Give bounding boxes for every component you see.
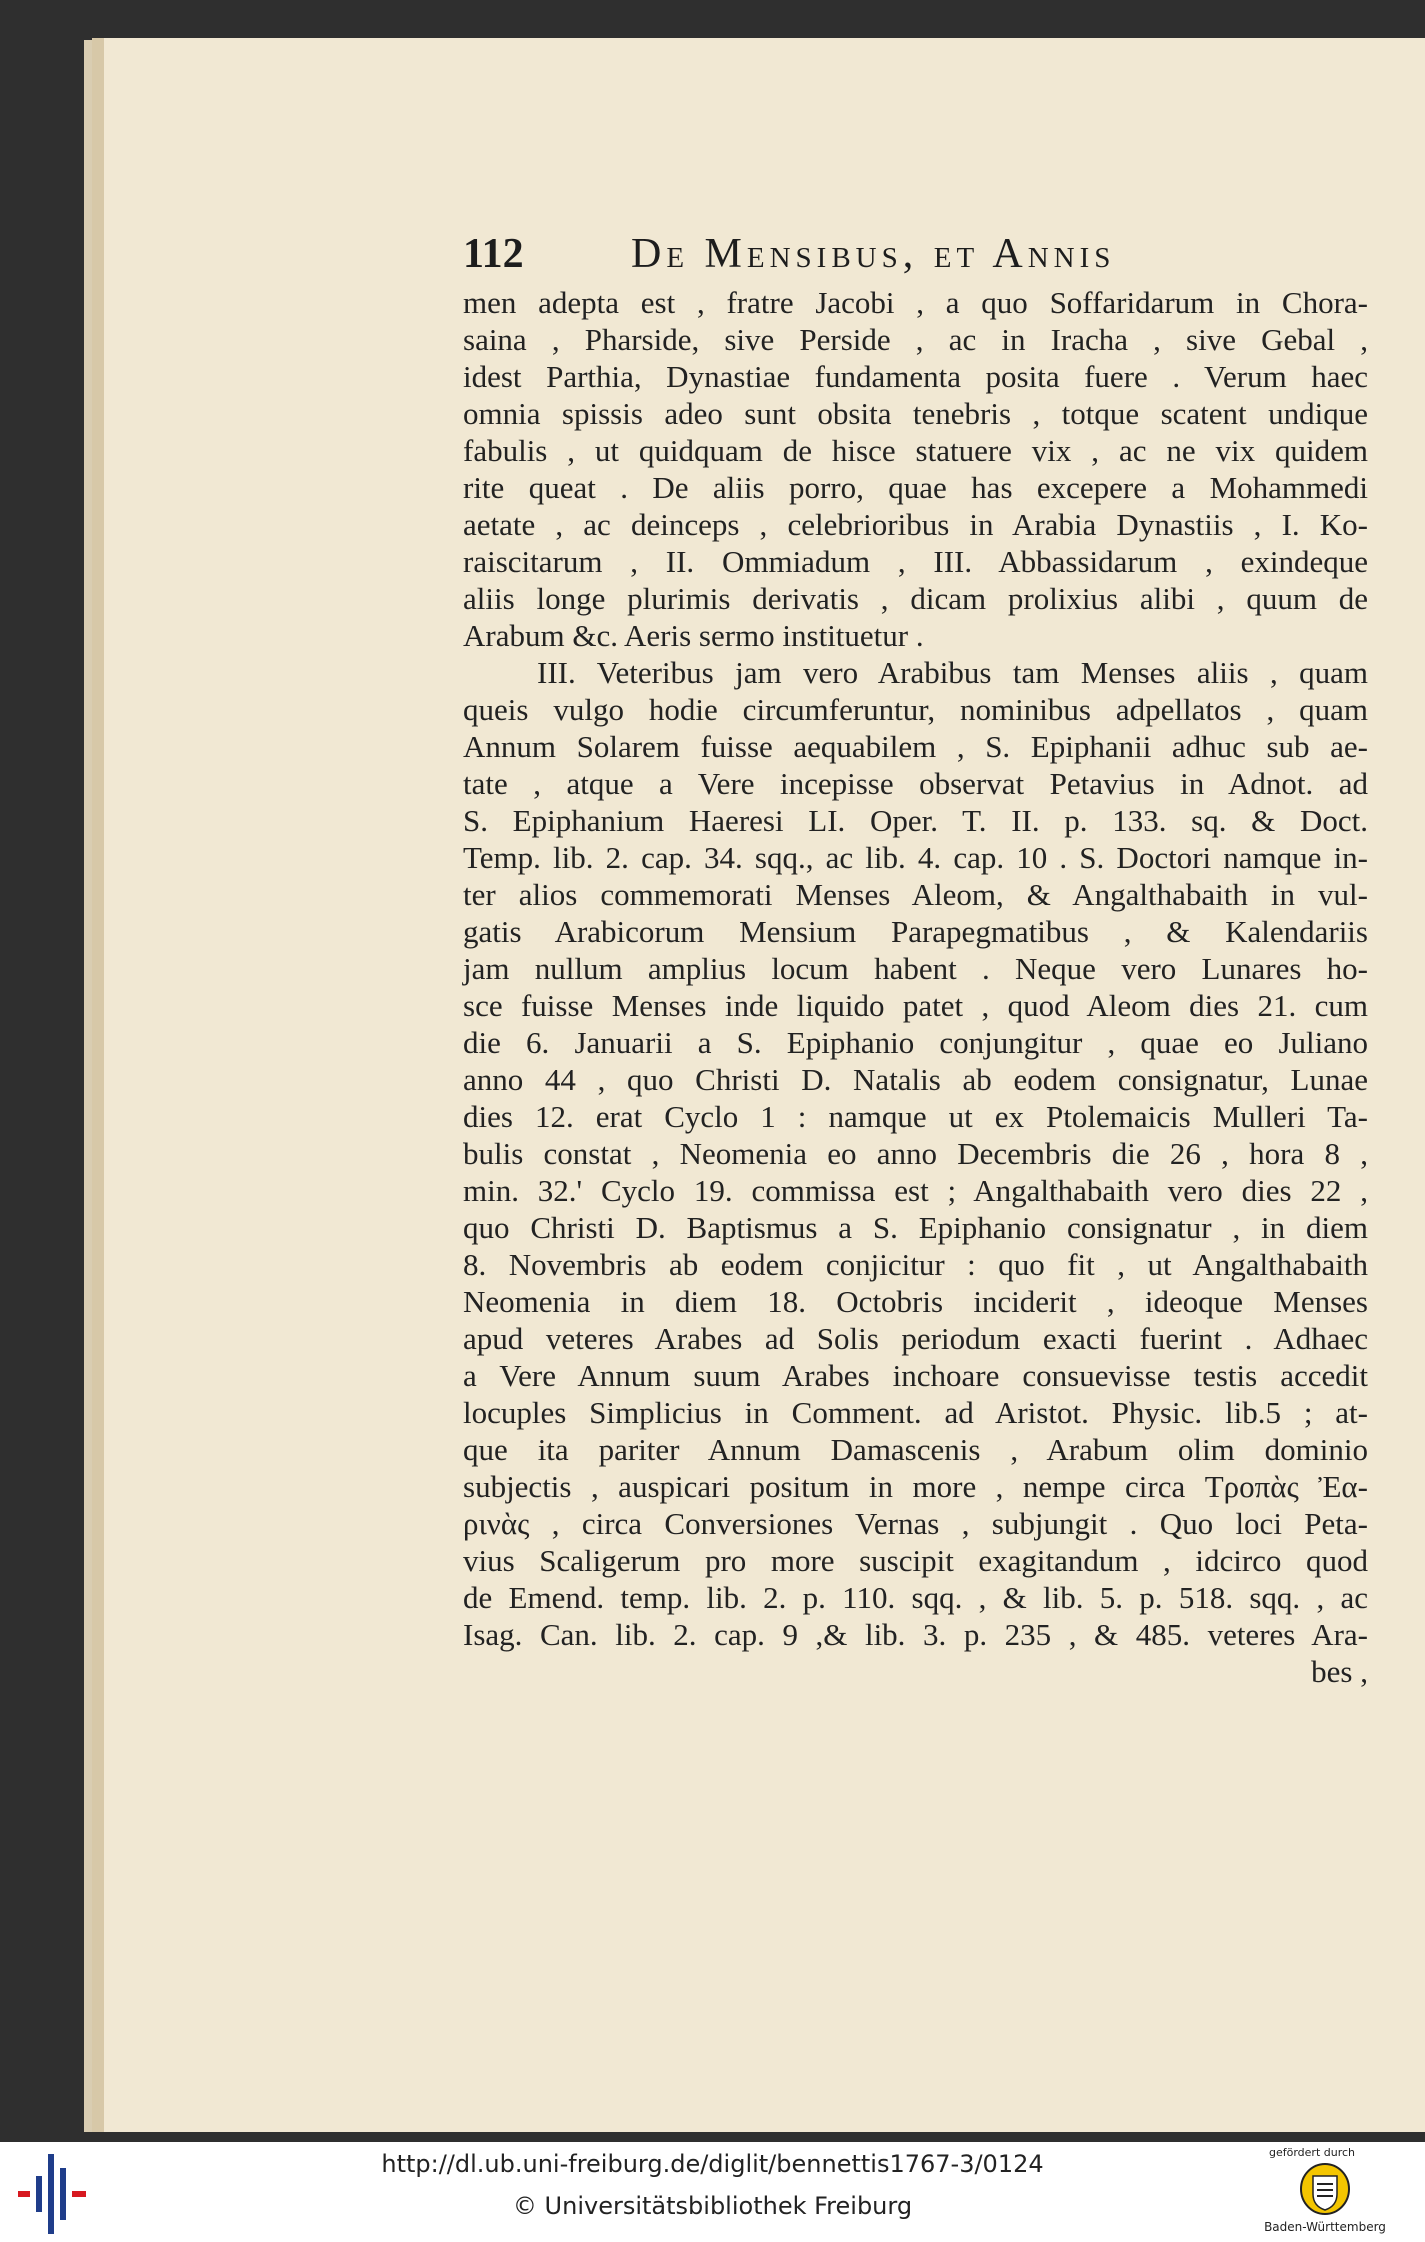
text-line: apud veteres Arabes ad Solis periodum exacti fuerint . Adhaec <box>463 1321 1368 1356</box>
page-edge <box>92 38 104 2132</box>
text-line: ter alios commemorati Menses Aleom, & Angalthabaith in vul- <box>463 877 1368 912</box>
text-line: men adepta est , fratre Jacobi , a quo Soffaridarum in Chora- <box>463 285 1368 320</box>
body-text <box>463 284 1368 1690</box>
text-line: ρινὰς , circa Conversiones Vernas , subjungit . Quo loci Peta- <box>463 1506 1368 1541</box>
text-line: Arabum &c. Aeris sermo instituetur . <box>463 618 924 653</box>
paragraph-start-line: III. Veteribus jam vero Arabibus tam Menses aliis , quam <box>537 655 1368 690</box>
text-line: subjectis , auspicari positum in more , nempe circa Τροπὰς Ἐα- <box>463 1469 1368 1504</box>
text-line: locuples Simplicius in Comment. ad Aristot. Physic. lib.5 ; at- <box>463 1395 1368 1430</box>
text-line: queis vulgo hodie circumferuntur, nominibus adpellatos , quam <box>463 692 1368 727</box>
page-header <box>463 230 1363 290</box>
text-line: aetate , ac deinceps , celebrioribus in Arabia Dynastiis , I. Ko- <box>463 507 1368 542</box>
text-line: sce fuisse Menses inde liquido patet , quod Aleom dies 21. cum <box>463 988 1368 1023</box>
text-line: die 6. Januarii a S. Epiphanio conjungitur , quae eo Juliano <box>463 1025 1368 1060</box>
text-line: rite queat . De aliis porro, quae has excepere a Mohammedi <box>463 470 1368 505</box>
text-line: que ita pariter Annum Damascenis , Arabum olim dominio <box>463 1432 1368 1467</box>
baden-wuerttemberg-crest-icon <box>1299 2162 1351 2216</box>
text-line: a Vere Annum suum Arabes inchoare consuevisse testis accedit <box>463 1358 1368 1393</box>
permalink[interactable]: http://dl.ub.uni-freiburg.de/diglit/bennettis1767-3/0124 <box>381 2150 1044 2178</box>
text-line: 8. Novembris ab eodem conjicitur : quo fit , ut Angalthabaith <box>463 1247 1368 1282</box>
text-line: S. Epiphanium Haeresi LI. Oper. T. II. p. 133. sq. & Doct. <box>463 803 1368 838</box>
text-line: anno 44 , quo Christi D. Natalis ab eodem consignatur, Lunae <box>463 1062 1368 1097</box>
text-line: gatis Arabicorum Mensium Parapegmatibus , & Kalendariis <box>463 914 1368 949</box>
text-line: saina , Pharside, sive Perside , ac in Iracha , sive Gebal , <box>463 322 1368 357</box>
text-line: tate , atque a Vere incepisse observat Petavius in Adnot. ad <box>463 766 1368 801</box>
text-line: idest Parthia, Dynastiae fundamenta posita fuere . Verum haec <box>463 359 1368 394</box>
catchword-line: bes , <box>1311 1654 1368 1689</box>
text-line: raiscitarum , II. Ommiadum , III. Abbassidarum , exindeque <box>463 544 1368 579</box>
text-line: min. 32.' Cyclo 19. commissa est ; Angalthabaith vero dies 22 , <box>463 1173 1368 1208</box>
running-title: De Mensibus, et Annis <box>631 231 1116 277</box>
text-line: jam nullum amplius locum habent . Neque vero Lunares ho- <box>463 951 1368 986</box>
text-line: dies 12. erat Cyclo 1 : namque ut ex Ptolemaicis Mulleri Ta- <box>463 1099 1368 1134</box>
sponsor-block <box>1235 2146 1415 2238</box>
text-line: fabulis , ut quidquam de hisce statuere vix , ac ne vix quidem <box>463 433 1368 468</box>
text-line: aliis longe plurimis derivatis , dicam prolixius alibi , quum de <box>463 581 1368 616</box>
text-line: omnia spissis adeo sunt obsita tenebris , totque scatent undique <box>463 396 1368 431</box>
text-line: Annum Solarem fuisse aequabilem , S. Epiphanii adhuc sub ae- <box>463 729 1368 764</box>
text-line: vius Scaligerum pro more suscipit exagitandum , idcirco quod <box>463 1543 1368 1578</box>
text-line: Isag. Can. lib. 2. cap. 9 ,& lib. 3. p. 235 , & 485. veteres Ara- <box>463 1617 1368 1652</box>
text-line: de Emend. temp. lib. 2. p. 110. sqq. , & lib. 5. p. 518. sqq. , ac <box>463 1580 1368 1615</box>
sponsor-label: gefördert durch <box>1269 2146 1356 2159</box>
text-line: bulis constat , Neomenia eo anno Decembris die 26 , hora 8 , <box>463 1136 1368 1171</box>
sponsor-name: Baden-Württemberg <box>1264 2220 1386 2234</box>
copyright-notice: © Universitätsbibliothek Freiburg <box>512 2192 913 2220</box>
page-number: 112 <box>463 231 524 277</box>
text-line: Temp. lib. 2. cap. 34. sqq., ac lib. 4. cap. 10 . S. Doctori namque in- <box>463 840 1368 875</box>
text-line: Neomenia in diem 18. Octobris inciderit , ideoque Menses <box>463 1284 1368 1319</box>
text-line: quo Christi D. Baptismus a S. Epiphanio consignatur , in diem <box>463 1210 1368 1245</box>
